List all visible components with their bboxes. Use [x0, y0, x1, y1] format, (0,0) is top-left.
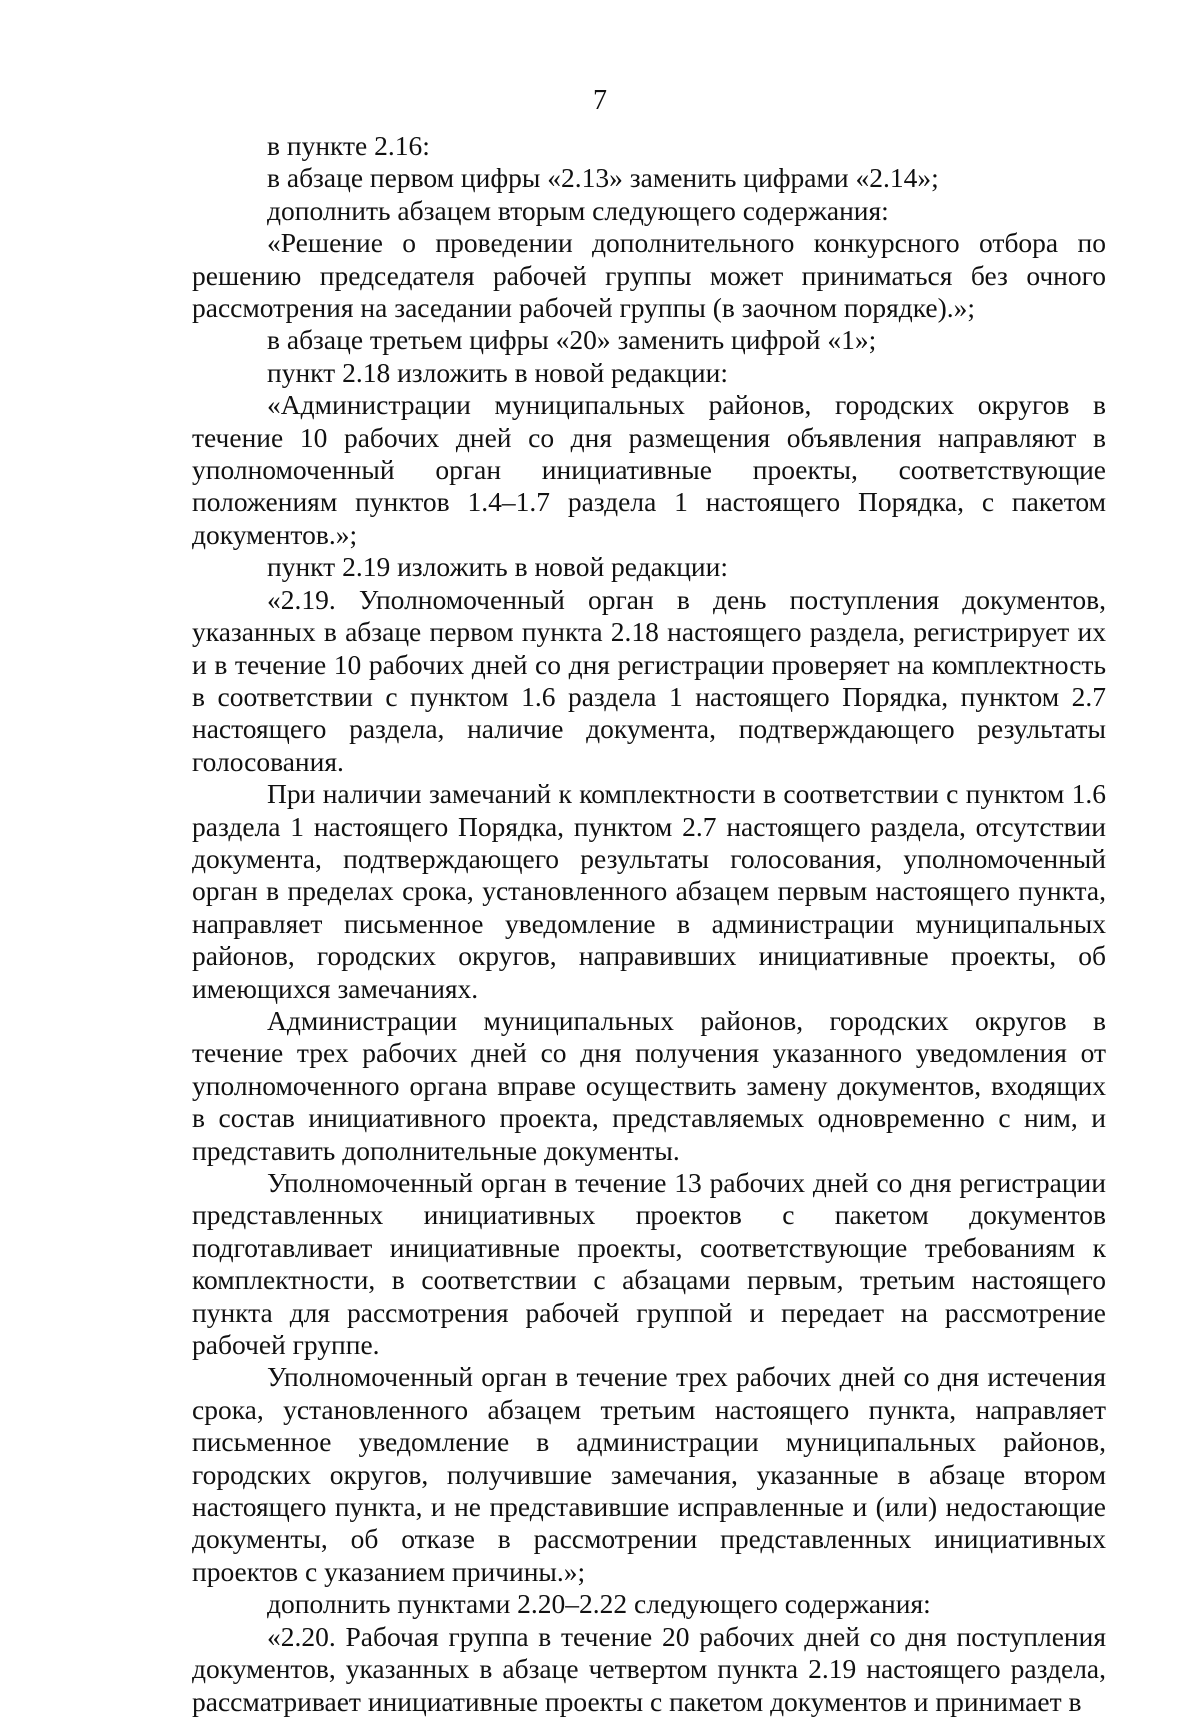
paragraph-refusal-notification: Уполномоченный орган в течение трех рабочих дней со дня истечения срока, установленного абзацем третьим настоящего пункта, направляет письменное уведомление в администрации муниципальных районов, городских округов, получившие замечания, указанные в абзаце втором настоящего пункта, и не представившие исправленные и (или) недостающие документы, об отказе в рассмотрении представленных инициативных проектов с указанием причины.»; [192, 1361, 1106, 1587]
paragraph-prepare-projects: Уполномоченный орган в течение 13 рабочих дней со дня регистрации представленных инициативных проектов с пакетом документов подготавливает инициативные проекты, соответствующие требованиям к комплектности, в соответствии с абзацами первым, третьим настоящего пункта для рассмотрения рабочей группой и передает на рассмотрение рабочей группе. [192, 1167, 1106, 1361]
paragraph-quote-2-18: «Администрации муниципальных районов, городских округов в течение 10 рабочих дней со дня размещения объявления направляют в уполномоченный орган инициативные проекты, соответствующие положениям пунктов 1.4–1.7 раздела 1 настоящего Порядка, с пакетом документов.»; [192, 389, 1106, 550]
page-number: 7 [593, 85, 607, 116]
paragraph-point-2-19-intro: пункт 2.19 изложить в новой редакции: [267, 551, 729, 583]
paragraph-quote-decision: «Решение о проведении дополнительного конкурсного отбора по решению председателя рабочей группы может приниматься без очного рассмотрения на заседании рабочей группы (в заочном порядке).»; [192, 227, 1106, 324]
paragraph-add-points-2-20-2-22: дополнить пунктами 2.20–2.22 следующего содержания: [267, 1588, 931, 1620]
paragraph-add-second-abzac: дополнить абзацем вторым следующего содержания: [267, 194, 889, 226]
paragraph-remarks-notification: При наличии замечаний к комплектности в соответствии с пунктом 1.6 раздела 1 настоящего Порядка, пунктом 2.7 настоящего раздела, отсутствии документа, подтверждающего результаты голосования, уполномоченный орган в пределах срока, установленного абзацем первым настоящего пункта, направляет письменное уведомление в администрации муниципальных районов, городских округов, направивших инициативные проекты, об имеющихся замечаниях. [192, 778, 1106, 1004]
paragraph-abzac-first-digits: в абзаце первом цифры «2.13» заменить цифрами «2.14»; [267, 162, 939, 194]
paragraph-replace-documents: Администрации муниципальных районов, городских округов в течение трех рабочих дней со дня получения указанного уведомления от уполномоченного органа вправе осуществить замену документов, входящих в состав инициативного проекта, представляемых одновременно с ним, и представить дополнительные документы. [192, 1004, 1106, 1166]
paragraph-quote-2-20: «2.20. Рабочая группа в течение 20 рабочих дней со дня поступления документов, указанных в абзаце четвертом пункта 2.19 настоящего раздела, рассматривает инициативные проекты с пакетом документов и принимает в [192, 1620, 1106, 1717]
paragraph-abzac-third-digits: в абзаце третьем цифры «20» заменить цифрой «1»; [267, 324, 877, 356]
document-body [192, 130, 1106, 1718]
paragraph-amend-2-16: в пункте 2.16: [267, 130, 430, 161]
paragraph-quote-2-19: «2.19. Уполномоченный орган в день поступления документов, указанных в абзаце первом пункта 2.18 настоящего раздела, регистрирует их и в течение 10 рабочих дней со дня регистрации проверяет на комплектность в соответствии с пунктом 1.6 раздела 1 настоящего Порядка, пунктом 2.7 настоящего раздела, наличие документа, подтверждающего результаты голосования. [192, 583, 1106, 777]
paragraph-point-2-18-intro: пункт 2.18 изложить в новой редакции: [267, 356, 729, 388]
